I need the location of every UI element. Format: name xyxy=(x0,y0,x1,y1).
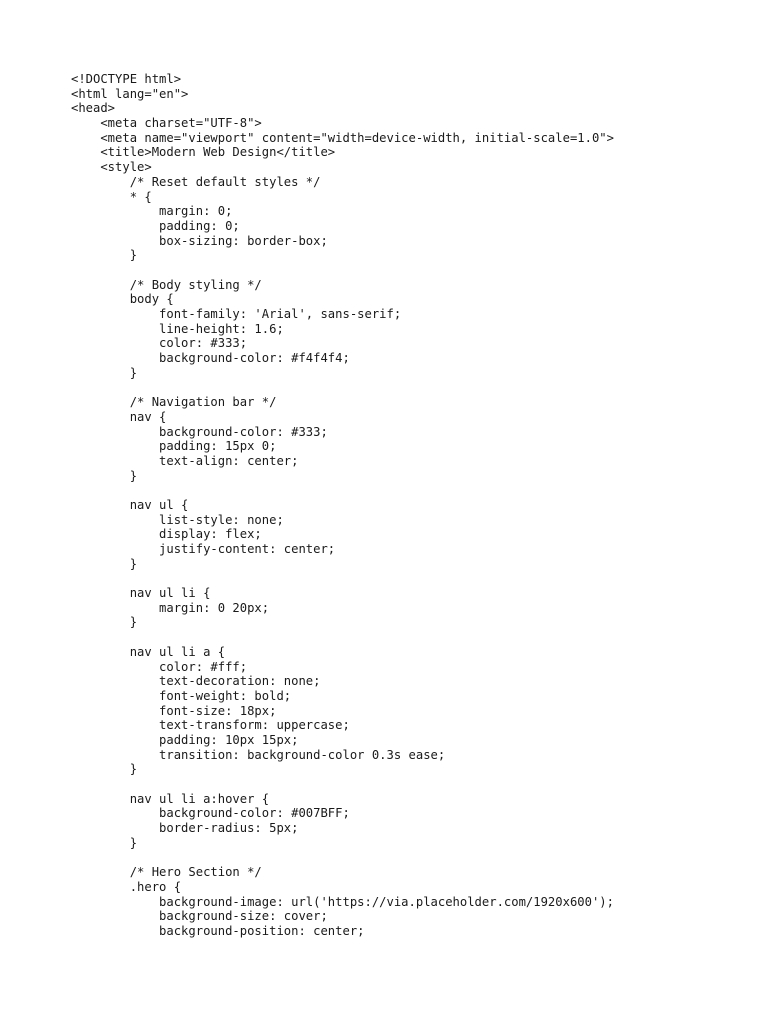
code-line: font-family: 'Arial', sans-serif; xyxy=(71,307,402,321)
code-line: <head> xyxy=(71,101,116,116)
code-line: nav { xyxy=(71,409,167,424)
code-line: font-size: 18px; xyxy=(71,703,277,718)
code-line: text-align: center; xyxy=(71,453,299,468)
code-line: color: #333; xyxy=(71,336,248,351)
code-line: transition: background-color 0.3s ease; xyxy=(71,747,446,762)
code-line: nav ul li { xyxy=(71,586,211,601)
code-line: padding: 15px 0; xyxy=(71,439,277,454)
code-line: background-size: cover; xyxy=(71,909,328,924)
code-line: <html lang="en"> xyxy=(71,86,189,101)
code-line xyxy=(71,630,614,645)
code-line: <style> xyxy=(71,160,152,175)
code-line: } xyxy=(71,365,138,380)
code-line: text-decoration: none; xyxy=(71,674,321,689)
code-line: line-height: 1.6; xyxy=(71,321,284,336)
code-line: list-style: none; xyxy=(71,512,284,527)
code-line: justify-content: center; xyxy=(71,542,336,556)
code-line: } xyxy=(71,762,138,777)
code-line xyxy=(71,571,614,586)
code-line: <meta charset="UTF-8"> xyxy=(71,116,262,131)
code-line: padding: 0; xyxy=(71,218,240,233)
code-line: /* Reset default styles */ xyxy=(71,174,321,189)
code-line: background-position: center; xyxy=(71,923,365,938)
code-line: box-sizing: border-box; xyxy=(71,233,328,248)
code-line: background-image: url('https://via.placeholder.com/1920x600'); xyxy=(71,894,614,909)
code-line: color: #fff; xyxy=(71,659,248,674)
code-line: } xyxy=(71,248,138,263)
code-line xyxy=(71,380,614,395)
code-line: } xyxy=(71,615,138,630)
code-line: } xyxy=(71,835,138,850)
code-line: } xyxy=(71,556,138,571)
code-line: background-color: #f4f4f4; xyxy=(71,351,350,366)
code-line: <title>Modern Web Design</title> xyxy=(71,145,336,160)
code-line: nav ul li a { xyxy=(71,644,226,659)
code-line: nav ul li a:hover { xyxy=(71,791,270,806)
code-line: font-weight: bold; xyxy=(71,688,292,703)
code-line: * { xyxy=(71,189,152,204)
code-line: /* Body styling */ xyxy=(71,277,262,292)
code-line: /* Hero Section */ xyxy=(71,865,262,880)
code-listing xyxy=(71,72,614,939)
code-line: body { xyxy=(71,292,174,307)
code-line xyxy=(71,263,614,278)
code-line: <!DOCTYPE html> xyxy=(71,72,182,86)
code-line xyxy=(71,483,614,498)
code-line: margin: 0; xyxy=(71,204,233,219)
code-line: nav ul { xyxy=(71,497,189,512)
code-line: border-radius: 5px; xyxy=(71,821,299,836)
code-line: background-color: #007BFF; xyxy=(71,806,350,821)
code-line: .hero { xyxy=(71,879,182,894)
code-line: text-transform: uppercase; xyxy=(71,718,350,733)
code-line xyxy=(71,850,614,865)
code-line: margin: 0 20px; xyxy=(71,600,270,615)
code-line: display: flex; xyxy=(71,527,262,542)
code-line xyxy=(71,777,614,792)
code-line: background-color: #333; xyxy=(71,424,328,439)
code-line: /* Navigation bar */ xyxy=(71,395,277,410)
code-line: <meta name="viewport" content="width=device-width, initial-scale=1.0"> xyxy=(71,130,614,145)
code-line: } xyxy=(71,468,138,483)
code-line: padding: 10px 15px; xyxy=(71,732,299,747)
